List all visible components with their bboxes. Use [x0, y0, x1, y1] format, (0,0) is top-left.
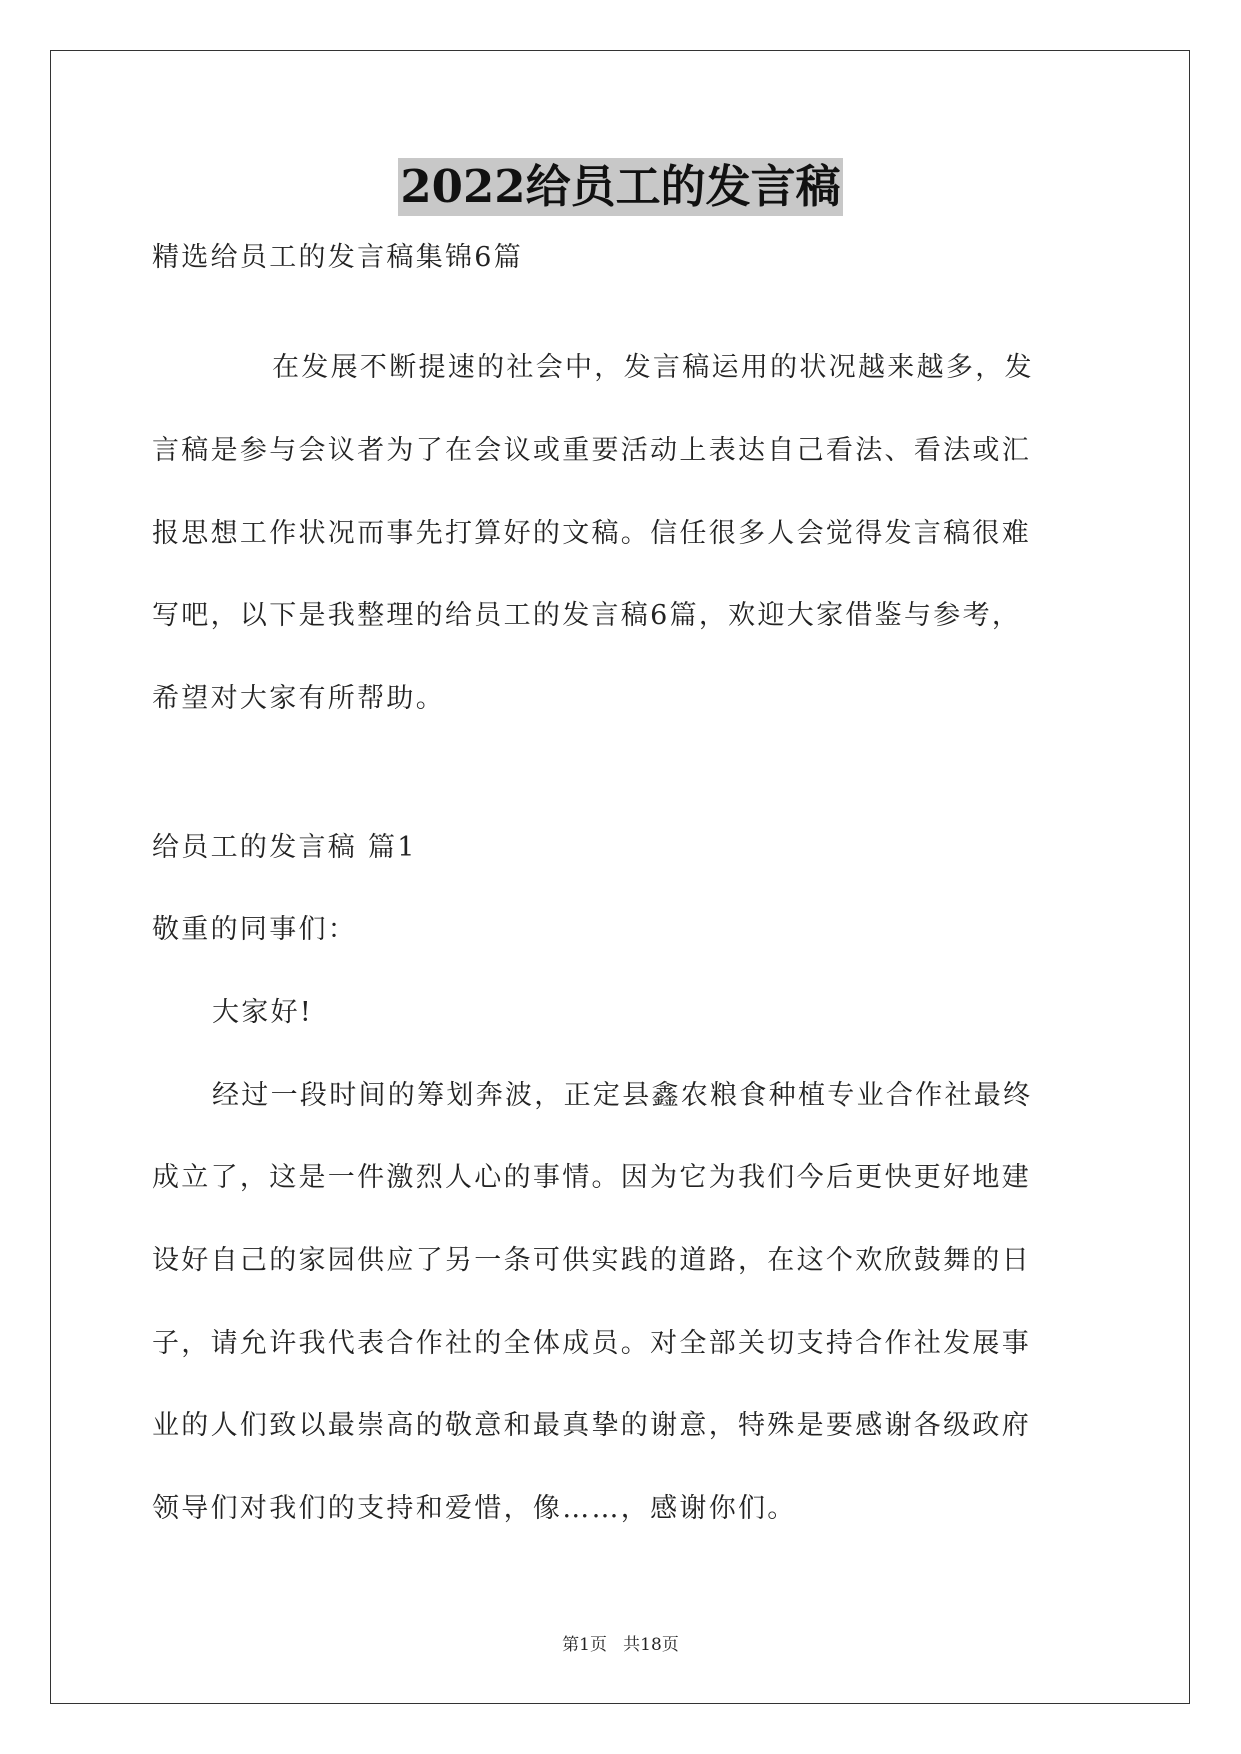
body-line: 业的人们致以最崇高的敬意和最真挚的谢意，特殊是要感谢各级政府 [152, 1410, 1031, 1441]
intro-line: 写吧，以下是我整理的给员工的发言稿6篇，欢迎大家借鉴与参考， [152, 600, 1022, 631]
subtitle: 精选给员工的发言稿集锦6篇 [152, 242, 524, 273]
document-title: 2022给员工的发言稿 [398, 158, 842, 216]
page-footer: 第1页 共18页 [562, 1635, 679, 1655]
intro-line: 言稿是参与会议者为了在会议或重要活动上表达自己看法、看法或汇 [152, 435, 1031, 466]
body-line: 成立了，这是一件激烈人心的事情。因为它为我们今后更快更好地建 [152, 1162, 1031, 1193]
body-line: 子，请允许我代表合作社的全体成员。对全部关切支持合作社发展事 [152, 1328, 1031, 1359]
body-line: 设好自己的家园供应了另一条可供实践的道路，在这个欢欣鼓舞的日 [152, 1245, 1031, 1276]
greeting: 大家好! [212, 997, 314, 1028]
intro-line: 希望对大家有所帮助。 [152, 683, 445, 714]
intro-line: 报思想工作状况而事先打算好的文稿。信任很多人会觉得发言稿很难 [152, 518, 1031, 549]
body-line: 经过一段时间的筹划奔波，正定县鑫农粮食种植专业合作社最终 [212, 1080, 1033, 1111]
salutation: 敬重的同事们： [152, 914, 358, 945]
title-container [0, 158, 1241, 216]
page-border [50, 50, 1190, 1704]
intro-line: 在发展不断提速的社会中，发言稿运用的状况越来越多，发 [272, 352, 1034, 383]
body-line: 领导们对我们的支持和爱惜，像……，感谢你们。 [152, 1493, 797, 1524]
section-heading: 给员工的发言稿 篇1 [152, 832, 417, 863]
